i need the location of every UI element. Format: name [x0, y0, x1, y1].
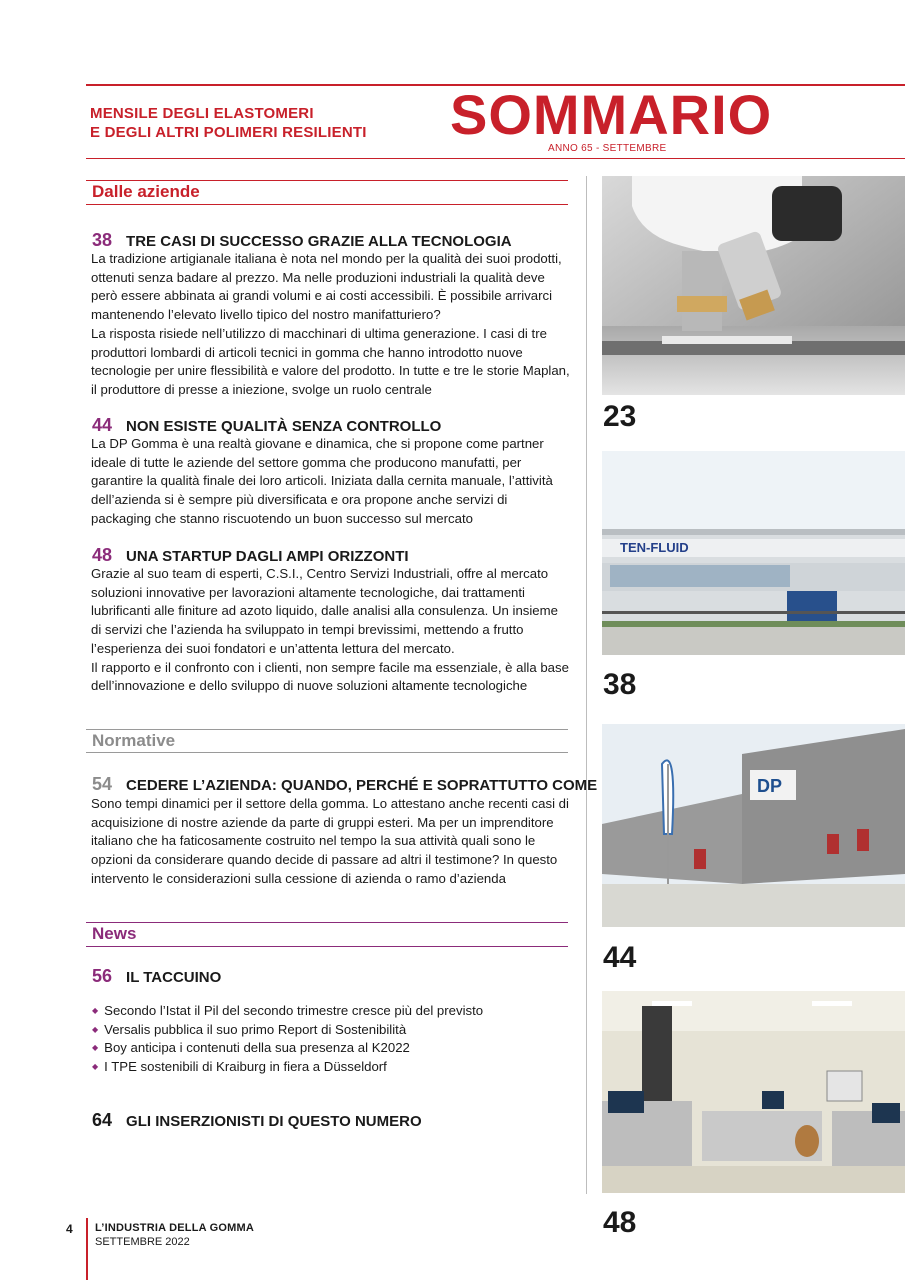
section-rule-bottom	[86, 204, 568, 205]
article-title: CEDERE L’AZIENDA: QUANDO, PERCHÉ E SOPRATTUTTO COME	[126, 777, 598, 794]
list-item[interactable]: ◆ Boy anticipa i contenuti della sua presenza al K2022	[92, 1040, 483, 1059]
list-item[interactable]: ◆ Versalis pubblica il suo primo Report di Sostenibilità	[92, 1022, 483, 1041]
issue-label: ANNO 65 - SETTEMBRE	[548, 143, 667, 154]
dp-gomma-building-image	[602, 724, 905, 927]
tagline-line-2: E DEGLI ALTRI POLIMERI RESILIENTI	[90, 124, 367, 141]
section-heading-news: News	[92, 924, 137, 943]
section-heading-normative: Normative	[92, 731, 176, 750]
section-rule-top	[86, 922, 568, 923]
list-item[interactable]: ◆ I TPE sostenibili di Kraiburg in fiera a Düsseldorf	[92, 1059, 483, 1078]
article-heading[interactable]	[92, 415, 441, 436]
microscope-image	[602, 176, 905, 395]
photo-page-number: 38	[603, 668, 637, 701]
article-title: NON ESISTE QUALITÀ SENZA CONTROLLO	[126, 418, 442, 435]
building-sign: DP	[757, 776, 783, 796]
article-heading[interactable]	[92, 966, 221, 987]
column-divider	[586, 176, 587, 1194]
article-heading[interactable]	[92, 774, 597, 795]
article-page-number: 64	[92, 1110, 113, 1130]
page-title: SOMMARIO	[450, 83, 773, 146]
article-page-number: 44	[92, 415, 113, 435]
article-page-number: 56	[92, 966, 113, 986]
article-summary: La tradizione artigianale italiana è nota nel mondo per la qualità dei suoi prodotti, ottenuti senza badare al prezzo. Ma nelle produzioni industriali la qualità deve però essere abbinata ai grandi volumi e ai costi accessibili. È possibile arrivarci mantenendo l’elevato livello tipico del nostro manifatturiero? La risposta risiede nell’utilizzo di macchinari di ultima generazione. I casi di tre produttori lombardi di articoli tecnici in gomma che hanno introdotto nuove tecnologie per unire flessibilità e valore del prodotto. In tutte e tre le storie Maplan, il produttore di presse a iniezione, svolge un ruolo centrale	[91, 251, 570, 397]
article-heading[interactable]	[92, 230, 512, 251]
photo-page-number: 23	[603, 400, 637, 433]
article-summary: La DP Gomma è una realtà giovane e dinamica, che si propone come partner ideale di tutte le aziende del settore gomma che producono manufatti, per garantire la qualità finale dei loro articoli. Iniziata dalla cernita manuale, l’attività dell’azienda si è sempre più diversificata e ora propone anche servizi di packaging che stanno riscuotendo un buon successo sul mercato	[91, 436, 553, 526]
section-rule-top	[86, 729, 568, 730]
tagline-line-1: MENSILE DEGLI ELASTOMERI	[90, 105, 314, 122]
news-list	[92, 1003, 483, 1077]
footer-date: SETTEMBRE 2022	[95, 1236, 190, 1248]
article-page-number: 38	[92, 230, 113, 250]
article-summary: Grazie al suo team di esperti, C.S.I., Centro Servizi Industriali, offre al mercato soluzioni innovative per lavorazioni altamente tecnologiche, dai trattamenti lubrificanti alle finiture ad azoto liquido, dalle analisi alla consulenza. Un insieme di servizi che l’azienda ha sviluppato in tempi brevissimi, mettendo a frutto l’esperienza dei suoi fondatori e un’attenta lettura del mercato. Il rapporto e il confronto con i clienti, non sempre facile ma essenziale, è alla base dell’innovazione e dello sviluppo di nuove soluzioni altamente tecnologiche	[91, 566, 569, 694]
section-rule-top	[86, 180, 568, 181]
footer-magazine-name: L’INDUSTRIA DELLA GOMMA	[95, 1222, 254, 1234]
magazine-tagline	[90, 104, 367, 142]
factory-building-image	[602, 451, 905, 655]
section-heading-aziende: Dalle aziende	[92, 182, 200, 201]
list-item[interactable]: ◆ Secondo l’Istat il Pil del secondo trimestre cresce più del previsto	[92, 1003, 483, 1022]
article-title: TRE CASI DI SUCCESSO GRAZIE ALLA TECNOLOGIA	[126, 233, 512, 250]
laboratory-image	[602, 991, 905, 1193]
section-rule-bottom	[86, 752, 568, 753]
footer-page-number: 4	[66, 1222, 73, 1236]
article-title: IL TACCUINO	[126, 969, 222, 986]
article-heading[interactable]	[92, 545, 409, 566]
article-heading[interactable]	[92, 1110, 422, 1131]
photo-page-number: 44	[603, 941, 637, 974]
section-rule-bottom	[86, 946, 568, 947]
article-page-number: 54	[92, 774, 113, 794]
article-title: GLI INSERZIONISTI DI QUESTO NUMERO	[126, 1113, 422, 1130]
header-bottom-rule	[86, 158, 905, 159]
photo-page-number: 48	[603, 1206, 637, 1239]
article-summary: Sono tempi dinamici per il settore della gomma. Lo attestano anche recenti casi di acquisizione di nostre aziende da parte di gruppi esteri. Ma per un imprenditore italiano che ha faticosamente costruito nel tempo la sua attività quali sono le opzioni da considerare quando decide di passare ad altri il testimone? In questo intervento le considerazioni sulla cessione di azienda o ramo d’azienda	[91, 796, 569, 886]
footer-rule	[86, 1218, 88, 1280]
factory-sign: TEN-FLUID	[620, 540, 689, 555]
article-title: UNA STARTUP DAGLI AMPI ORIZZONTI	[126, 548, 409, 565]
article-page-number: 48	[92, 545, 113, 565]
